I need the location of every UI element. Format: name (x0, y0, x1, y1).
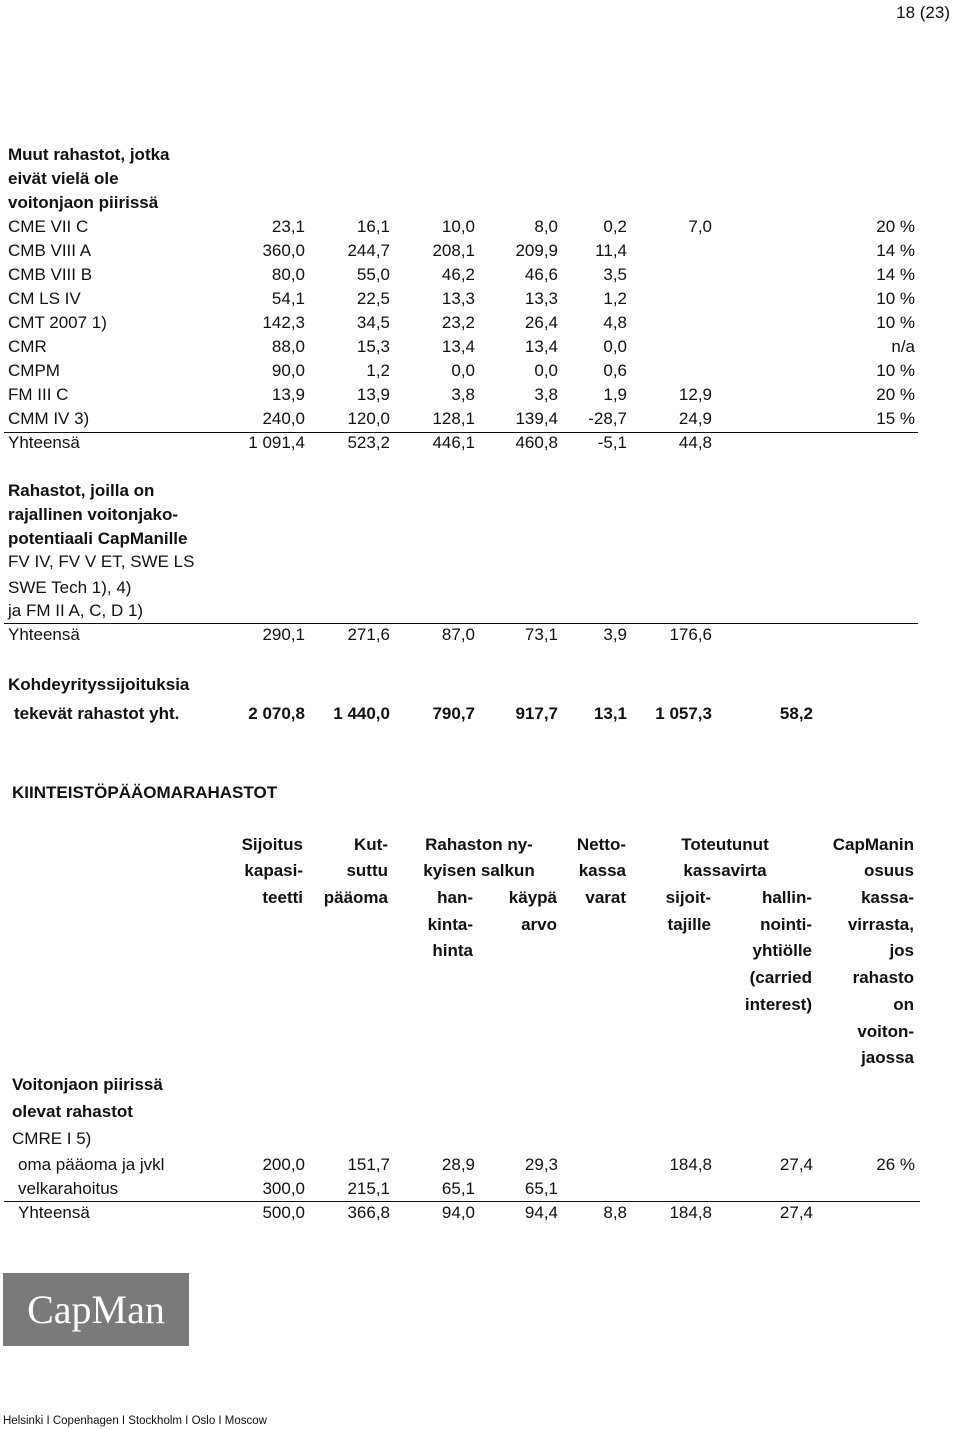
cell-value: 7,0 (688, 217, 712, 236)
column-header: voiton- (857, 1022, 914, 1041)
fund-name: CMRE I 5) (12, 1129, 92, 1148)
cell-value: 176,6 (669, 625, 712, 644)
cell-value: 1,9 (603, 385, 627, 404)
section-title: voitonjaon piirissä (8, 193, 159, 212)
cell-value: 10 % (876, 361, 915, 380)
column-header: virrasta, (847, 915, 914, 934)
cell-value: 8,8 (603, 1203, 627, 1222)
cell-value: 142,3 (262, 313, 305, 332)
column-header: kassa- (861, 888, 914, 907)
row-label: Yhteensä (8, 625, 80, 644)
cell-value: 10 % (876, 313, 915, 332)
cell-value: 46,2 (441, 265, 475, 284)
cell-value: 917,7 (515, 704, 558, 723)
cell-value: 1,2 (366, 361, 390, 380)
cell-value: 1,2 (603, 289, 627, 308)
cell-value: 44,8 (678, 433, 712, 452)
cell-value: 13,4 (441, 337, 475, 356)
cell-value: 27,4 (779, 1155, 813, 1174)
cell-value: 34,5 (356, 313, 390, 332)
cell-value: 58,2 (779, 704, 813, 723)
row-label: CM LS IV (8, 289, 81, 308)
cell-value: 128,1 (432, 409, 475, 428)
cell-value: -5,1 (597, 433, 627, 452)
column-header: varat (585, 888, 626, 907)
cell-value: 20 % (876, 217, 915, 236)
row-label: Yhteensä (18, 1203, 90, 1222)
cell-value: 13,9 (271, 385, 305, 404)
row-label: CMM IV 3) (8, 409, 90, 428)
column-header: Kut- (354, 835, 388, 854)
cell-value: 0,2 (603, 217, 627, 236)
cell-value: 13,4 (524, 337, 558, 356)
cell-value: 27,4 (779, 1203, 813, 1222)
footer-offices: Helsinki I Copenhagen I Stockholm I Oslo I Moscow (3, 1415, 267, 1427)
cell-value: 0,0 (451, 361, 475, 380)
cell-value: 3,5 (603, 265, 627, 284)
cell-value: 13,3 (524, 289, 558, 308)
cell-value: 11,4 (595, 241, 627, 260)
cell-value: 14 % (876, 241, 915, 260)
cell-value: 290,1 (262, 625, 305, 644)
cell-value: 94,0 (441, 1203, 475, 1222)
cell-value: 29,3 (524, 1155, 558, 1174)
cell-value: 209,9 (515, 241, 558, 260)
cell-value: 22,5 (356, 289, 390, 308)
cell-value: 13,9 (356, 385, 390, 404)
cell-value: 366,8 (347, 1203, 390, 1222)
cell-value: 139,4 (515, 409, 558, 428)
column-header: sijoit- (665, 888, 711, 907)
cell-value: 300,0 (262, 1179, 305, 1198)
row-label: CMB VIII B (8, 265, 93, 284)
cell-value: 73,1 (524, 625, 558, 644)
column-header: teetti (262, 888, 303, 907)
cell-value: 0,0 (603, 337, 627, 356)
column-header: käypä (508, 888, 557, 907)
cell-value: 65,1 (524, 1179, 558, 1198)
column-header: jaossa (861, 1048, 914, 1067)
cell-value: 240,0 (262, 409, 305, 428)
cell-value: 523,2 (347, 433, 390, 452)
cell-value: 8,0 (534, 217, 558, 236)
total-divider (4, 1201, 920, 1202)
cell-value: 13,3 (441, 289, 475, 308)
column-header: rahasto (852, 968, 914, 987)
cell-value: 4,8 (603, 313, 627, 332)
column-header: suttu (346, 861, 388, 880)
column-header: Toteutunut (681, 835, 769, 854)
row-label: CMT 2007 1) (8, 313, 107, 332)
column-header: nointi- (760, 915, 812, 934)
column-header: kyisen salkun (423, 861, 535, 880)
fund-list: ja FM II A, C, D 1) (8, 601, 144, 620)
cell-value: 15,3 (356, 337, 390, 356)
row-label: Yhteensä (8, 433, 80, 452)
column-header: arvo (521, 915, 557, 934)
cell-value: 215,1 (347, 1179, 390, 1198)
cell-value: 1 091,4 (248, 433, 305, 452)
section-subtitle: Voitonjaon piirissä (12, 1075, 163, 1094)
cell-value: 120,0 (347, 409, 390, 428)
column-header: kassa (578, 861, 626, 880)
column-header: tajille (667, 915, 711, 934)
section-subtitle: olevat rahastot (12, 1102, 133, 1121)
cell-value: 24,9 (678, 409, 712, 428)
cell-value: 790,7 (432, 704, 475, 723)
fund-list: FV IV, FV V ET, SWE LS (8, 552, 195, 571)
cell-value: 13,1 (593, 704, 627, 723)
column-header: CapManin (832, 835, 914, 854)
column-header: on (893, 995, 914, 1014)
row-label: velkarahoitus (18, 1179, 119, 1198)
cell-value: 0,6 (603, 361, 627, 380)
cell-value: 65,1 (441, 1179, 475, 1198)
row-label: CMB VIII A (8, 241, 92, 260)
cell-value: 1 440,0 (333, 704, 390, 723)
cell-value: 151,7 (347, 1155, 390, 1174)
column-header: (carried (749, 968, 812, 987)
section-title: KIINTEISTÖPÄÄOMARAHASTOT (12, 783, 278, 802)
cell-value: 184,8 (669, 1203, 712, 1222)
cell-value: 14 % (876, 265, 915, 284)
cell-value: 208,1 (432, 241, 475, 260)
cell-value: 184,8 (669, 1155, 712, 1174)
cell-value: 80,0 (271, 265, 305, 284)
section-title: Kohdeyrityssijoituksia (8, 675, 190, 694)
section-title: eivät vielä ole (8, 169, 119, 188)
cell-value: 94,4 (524, 1203, 558, 1222)
cell-value: 500,0 (262, 1203, 305, 1222)
column-header: pääoma (323, 888, 388, 907)
cell-value: 0,0 (534, 361, 558, 380)
row-label: CMPM (8, 361, 60, 380)
cell-value: 460,8 (515, 433, 558, 452)
column-header: kinta- (427, 915, 473, 934)
cell-value: -28,7 (588, 409, 627, 428)
cell-value: 88,0 (271, 337, 305, 356)
cell-value: 3,8 (451, 385, 475, 404)
cell-value: 271,6 (347, 625, 390, 644)
column-header: Rahaston ny- (425, 835, 533, 854)
cell-value: 54,1 (271, 289, 305, 308)
section-title: Muut rahastot, jotka (8, 145, 170, 164)
column-header: Sijoitus (241, 835, 303, 854)
cell-value: 446,1 (432, 433, 475, 452)
cell-value: 26 % (876, 1155, 915, 1174)
column-header: interest) (744, 995, 812, 1014)
capman-logo: CapMan (3, 1273, 189, 1346)
row-label: CMR (8, 337, 47, 356)
section-title: Rahastot, joilla on (8, 481, 155, 500)
cell-value: n/a (891, 337, 915, 356)
column-header: jos (889, 941, 914, 960)
cell-value: 16,1 (356, 217, 390, 236)
cell-value: 10 % (876, 289, 915, 308)
row-label: tekevät rahastot yht. (14, 704, 180, 723)
cell-value: 46,6 (524, 265, 558, 284)
cell-value: 23,2 (441, 313, 475, 332)
cell-value: 2 070,8 (248, 704, 305, 723)
total-divider (4, 623, 918, 624)
column-header: Netto- (576, 835, 626, 854)
cell-value: 3,9 (603, 625, 627, 644)
cell-value: 28,9 (441, 1155, 475, 1174)
cell-value: 20 % (876, 385, 915, 404)
cell-value: 10,0 (441, 217, 475, 236)
cell-value: 15 % (876, 409, 915, 428)
cell-value: 200,0 (262, 1155, 305, 1174)
section-title: rajallinen voitonjako- (8, 505, 179, 524)
column-header: hinta (432, 941, 473, 960)
cell-value: 55,0 (356, 265, 390, 284)
row-label: oma pääoma ja jvkl (18, 1155, 165, 1174)
cell-value: 90,0 (271, 361, 305, 380)
row-label: FM III C (8, 385, 69, 404)
cell-value: 1 057,3 (655, 704, 712, 723)
column-header: kassavirta (683, 861, 767, 880)
column-header: osuus (863, 861, 914, 880)
column-header: kapasi- (244, 861, 303, 880)
cell-value: 26,4 (524, 313, 558, 332)
row-label: CME VII C (8, 217, 89, 236)
cell-value: 360,0 (262, 241, 305, 260)
cell-value: 244,7 (347, 241, 390, 260)
column-header: hallin- (761, 888, 812, 907)
cell-value: 12,9 (678, 385, 712, 404)
cell-value: 87,0 (441, 625, 475, 644)
cell-value: 3,8 (534, 385, 558, 404)
page-number: 18 (23) (896, 3, 950, 22)
fund-list: SWE Tech 1), 4) (8, 578, 132, 597)
cell-value: 23,1 (271, 217, 305, 236)
column-header: yhtiölle (752, 941, 812, 960)
section-title: potentiaali CapManille (8, 529, 188, 548)
column-header: han- (437, 888, 473, 907)
